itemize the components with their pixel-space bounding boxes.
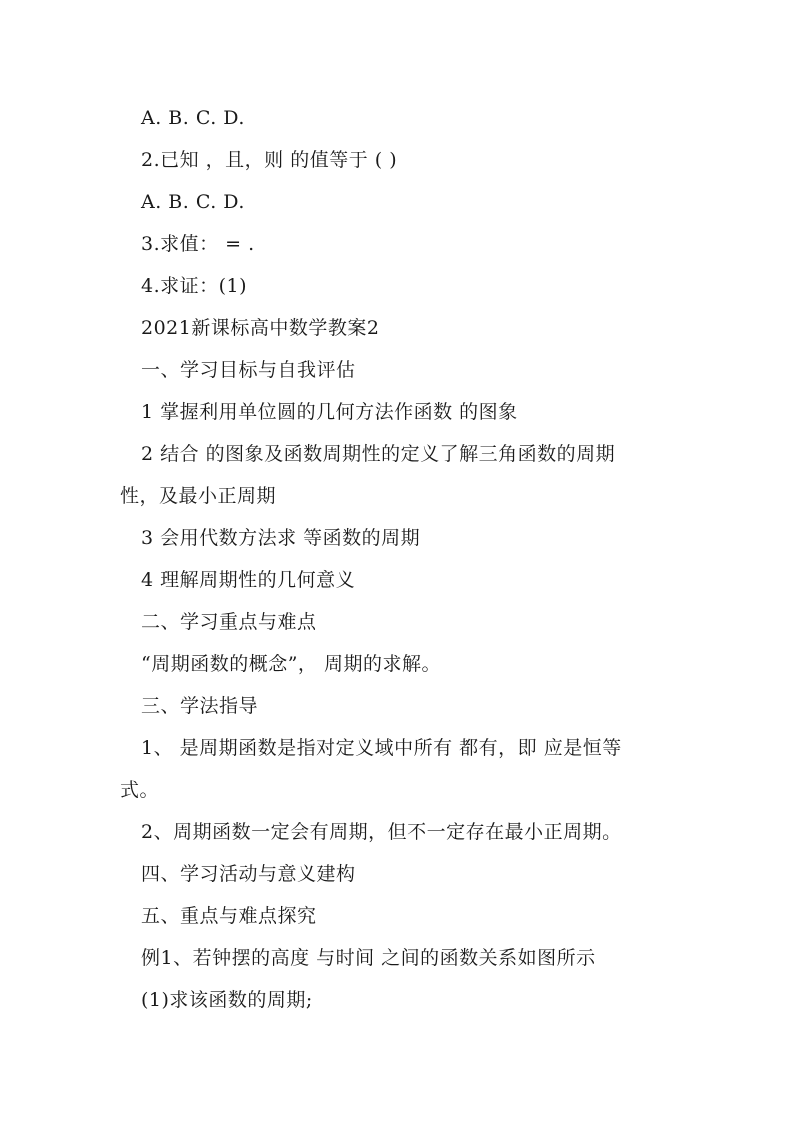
question-2: 2.已知 ，且，则 的值等于 ( ) <box>141 149 398 171</box>
heading-exploration: 五、重点与难点探究 <box>141 905 317 927</box>
section-title: 2021新课标高中数学教案2 <box>141 317 380 339</box>
heading-learning-goals: 一、学习目标与自我评估 <box>141 359 356 381</box>
method-item-1-continued: 式。 <box>120 779 160 801</box>
answer-options-2: A. B. C. D. <box>141 191 245 213</box>
answer-options-1: A. B. C. D. <box>141 107 245 129</box>
method-item-1: 1、 是周期函数是指对定义域中所有 都有，即 应是恒等 <box>141 737 622 759</box>
key-points-text: “周期函数的概念”， 周期的求解。 <box>141 653 441 675</box>
question-4: 4.求证：(1) <box>141 275 248 297</box>
heading-activities: 四、学习活动与意义建构 <box>141 863 356 885</box>
goal-item-2: 2 结合 的图象及函数周期性的定义了解三角函数的周期 <box>141 443 616 465</box>
example-1: 例1、若钟摆的高度 与时间 之间的函数关系如图所示 <box>141 947 596 969</box>
goal-item-2-continued: 性，及最小正周期 <box>120 485 277 507</box>
question-3: 3.求值： = . <box>141 233 255 255</box>
heading-method-guide: 三、学法指导 <box>141 695 259 717</box>
method-item-2: 2、周期函数一定会有周期，但不一定存在最小正周期。 <box>141 821 622 843</box>
heading-key-points: 二、学习重点与难点 <box>141 611 317 633</box>
goal-item-3: 3 会用代数方法求 等函数的周期 <box>141 527 421 549</box>
example-1-part-1: (1)求该函数的周期; <box>141 989 313 1011</box>
goal-item-4: 4 理解周期性的几何意义 <box>141 569 356 591</box>
goal-item-1: 1 掌握利用单位圆的几何方法作函数 的图象 <box>141 401 518 423</box>
